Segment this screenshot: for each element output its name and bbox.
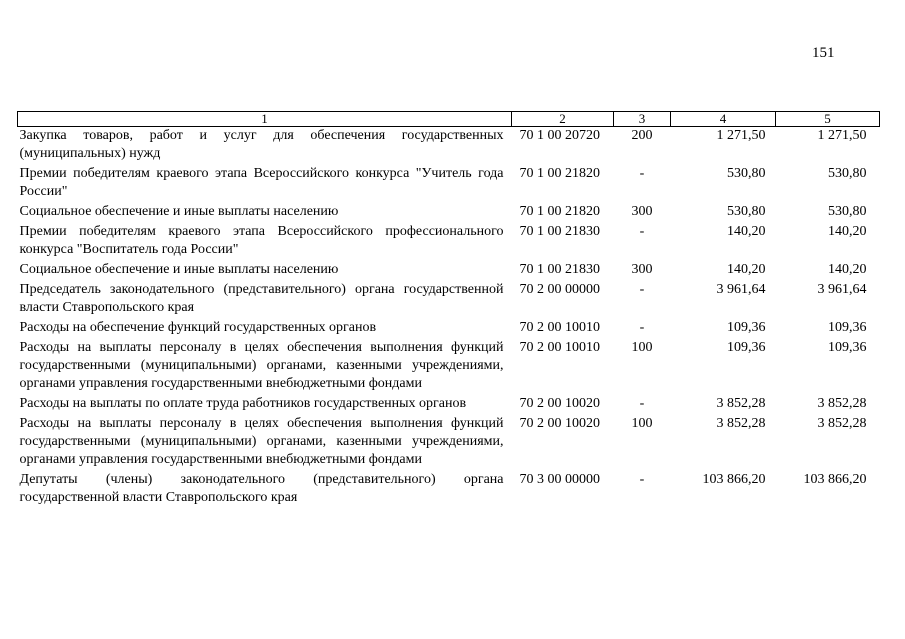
row-value-4-cell: 530,80 [727, 166, 766, 181]
row-value-4-cell: 1 271,50 [716, 128, 766, 143]
budget-table [17, 111, 880, 509]
row-name-cell: Расходы на выплаты персоналу в целях обеспечения выполнения функций государственными (муниципальными) органами, казенными учреждениями, органами управления государственными внебюджетными фондами [19, 416, 504, 467]
row-name-cell: Закупка товаров, работ и услуг для обеспечения государственных (муниципальных) нужд [19, 128, 504, 161]
row-name-cell: Премии победителям краевого этапа Всероссийского профессионального конкурса "Воспитатель года России" [19, 224, 504, 257]
row-value-5-cell: 530,80 [828, 166, 867, 181]
table-row [18, 395, 880, 415]
column-header-4: 4 [671, 112, 776, 127]
header-row [18, 112, 880, 127]
row-value-5-cell: 3 852,28 [817, 416, 867, 431]
row-code-cell: 70 2 00 10010 [519, 340, 600, 355]
column-header-1: 1 [18, 112, 512, 127]
row-value-4-cell: 109,36 [727, 320, 766, 335]
row-value-5-cell: 3 852,28 [817, 396, 867, 411]
row-type-cell: 200 [631, 128, 653, 143]
row-type-cell: 300 [631, 262, 653, 277]
row-value-5-cell: 1 271,50 [817, 128, 867, 143]
row-type-cell: - [639, 396, 645, 411]
row-value-4-cell: 3 961,64 [716, 282, 766, 297]
table-header [18, 112, 880, 127]
row-value-4-cell: 140,20 [727, 224, 766, 239]
row-value-5-cell: 109,36 [828, 320, 867, 335]
row-type-cell: 100 [631, 416, 653, 431]
row-name-cell: Расходы на выплаты по оплате труда работников государственных органов [19, 396, 467, 411]
table-row [18, 165, 880, 203]
row-value-5-cell: 140,20 [828, 262, 867, 277]
row-code-cell: 70 1 00 21820 [519, 166, 600, 181]
row-code-cell: 70 2 00 10020 [519, 416, 600, 431]
column-header-2: 2 [512, 112, 614, 127]
row-type-cell: - [639, 166, 645, 181]
row-type-cell: - [639, 320, 645, 335]
table-row [18, 261, 880, 281]
row-type-cell: - [639, 472, 645, 487]
row-name-cell: Депутаты (члены) законодательного (представительного) органа государственной власти Ставропольского края [19, 472, 504, 505]
row-name-cell: Премии победителям краевого этапа Всероссийского конкурса "Учитель года России" [19, 166, 504, 199]
row-value-5-cell: 109,36 [828, 340, 867, 355]
row-value-4-cell: 103 866,20 [702, 472, 766, 487]
row-code-cell: 70 2 00 10020 [519, 396, 600, 411]
row-name-cell: Расходы на выплаты персоналу в целях обеспечения выполнения функций государственными (муниципальными) органами, казенными учреждениями, органами управления государственными внебюджетными фондами [19, 340, 504, 391]
row-value-5-cell: 103 866,20 [803, 472, 867, 487]
row-value-4-cell: 530,80 [727, 204, 766, 219]
row-value-5-cell: 530,80 [828, 204, 867, 219]
row-code-cell: 70 3 00 00000 [519, 472, 600, 487]
row-name-cell: Социальное обеспечение и иные выплаты населению [19, 204, 339, 219]
row-type-cell: - [639, 224, 645, 239]
row-value-4-cell: 140,20 [727, 262, 766, 277]
table-row [18, 339, 880, 395]
table-row [18, 127, 880, 166]
column-header-5: 5 [776, 112, 880, 127]
row-code-cell: 70 1 00 21830 [519, 262, 600, 277]
row-name-cell: Расходы на обеспечение функций государственных органов [19, 320, 377, 335]
row-value-5-cell: 3 961,64 [817, 282, 867, 297]
row-code-cell: 70 1 00 21830 [519, 224, 600, 239]
table-row [18, 471, 880, 509]
table-body [18, 127, 880, 510]
row-value-4-cell: 109,36 [727, 340, 766, 355]
table-row [18, 281, 880, 319]
row-value-5-cell: 140,20 [828, 224, 867, 239]
row-code-cell: 70 2 00 00000 [519, 282, 600, 297]
column-header-3: 3 [614, 112, 671, 127]
row-name-cell: Председатель законодательного (представительного) органа государственной власти Ставропольского края [19, 282, 504, 315]
table-row [18, 223, 880, 261]
table-row [18, 415, 880, 471]
row-type-cell: 100 [631, 340, 653, 355]
row-code-cell: 70 1 00 21820 [519, 204, 600, 219]
row-code-cell: 70 1 00 20720 [519, 128, 600, 143]
row-value-4-cell: 3 852,28 [716, 416, 766, 431]
table-row [18, 319, 880, 339]
table-row [18, 203, 880, 223]
page-number: 151 [812, 45, 835, 61]
row-name-cell: Социальное обеспечение и иные выплаты населению [19, 262, 339, 277]
row-code-cell: 70 2 00 10010 [519, 320, 600, 335]
row-value-4-cell: 3 852,28 [716, 396, 766, 411]
row-type-cell: - [639, 282, 645, 297]
row-type-cell: 300 [631, 204, 653, 219]
